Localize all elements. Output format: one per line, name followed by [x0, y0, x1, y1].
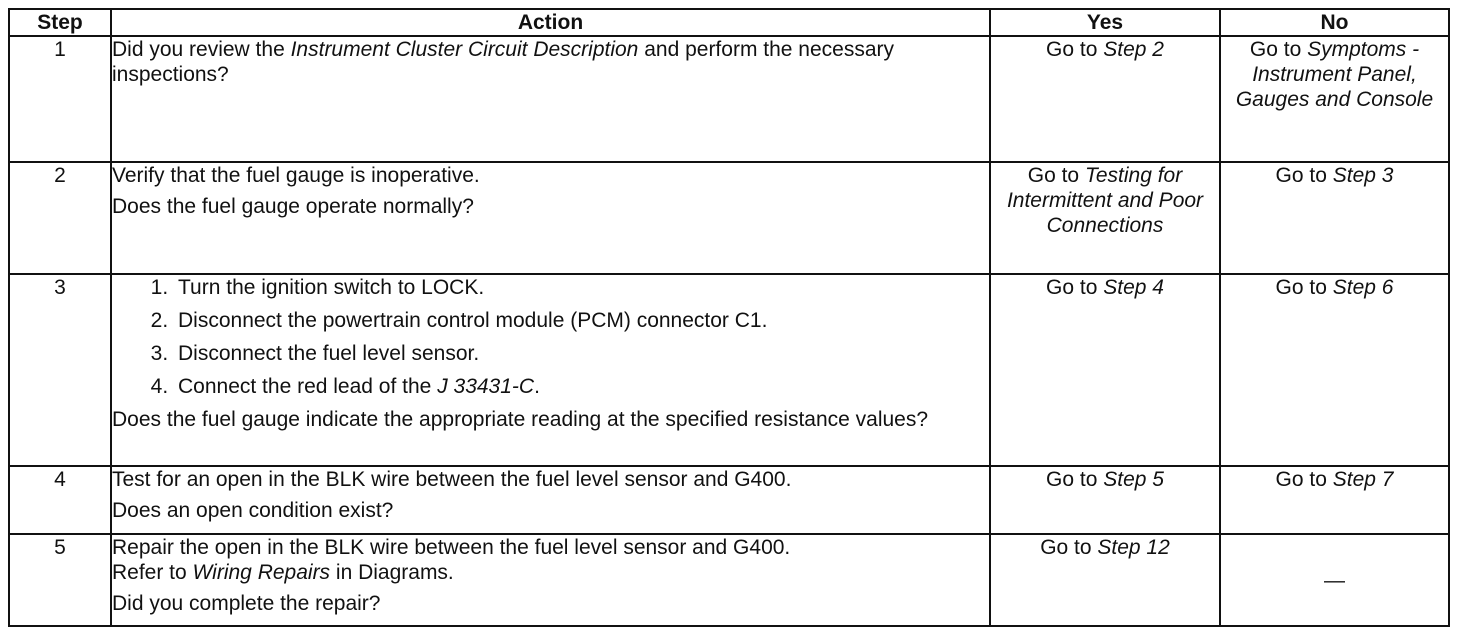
yes-target: Step 2 [1103, 38, 1164, 61]
list-item: 2. Disconnect the powertrain control module (PCM) connector C1. [174, 308, 989, 333]
table-row [9, 534, 1449, 626]
table-row [9, 466, 1449, 534]
action-question: Does the fuel gauge operate normally? [112, 195, 474, 218]
yes-target: Testing for Intermittent and Poor Connections [1006, 164, 1204, 237]
reference-link: Instrument Cluster Circuit Description [290, 38, 639, 61]
action-question: Did you complete the repair? [112, 592, 381, 615]
action-cell [111, 162, 990, 274]
action-text: Did you review the Instrument Cluster Circuit Description and perform the necessary inspections? [112, 38, 895, 86]
yes-cell: Go to Step 5 [990, 466, 1220, 534]
procedure-list [112, 275, 989, 399]
action-text: Test for an open in the BLK wire between the fuel level sensor and G400. [112, 468, 792, 491]
action-question: Does the fuel gauge indicate the appropriate reading at the specified resistance values? [112, 408, 929, 431]
no-target: Step 7 [1332, 468, 1394, 491]
step-number: 2 [9, 162, 111, 274]
diagnostic-table [8, 8, 1450, 627]
action-question: Does an open condition exist? [112, 499, 394, 522]
step-number: 5 [9, 534, 111, 626]
no-target: Symptoms - Instrument Panel, Gauges and Console [1235, 38, 1434, 111]
header-no: No [1220, 9, 1449, 36]
yes-target: Step 5 [1103, 468, 1164, 491]
yes-target: Step 12 [1097, 536, 1170, 559]
table-row [9, 274, 1449, 466]
no-cell: — [1220, 534, 1449, 626]
step-number: 3 [9, 274, 111, 466]
list-item: 4. Connect the red lead of the J 33431-C. [174, 374, 989, 399]
yes-cell: Go to Step 2 [990, 36, 1220, 162]
tool-reference: J 33431-C [437, 375, 535, 398]
list-item: 1. Turn the ignition switch to LOCK. [174, 275, 989, 300]
yes-cell: Go to Step 4 [990, 274, 1220, 466]
action-text: Repair the open in the BLK wire between the fuel level sensor and G400. Refer to Wiring Repairs in Diagrams. [112, 536, 791, 584]
header-action: Action [111, 9, 990, 36]
action-cell [111, 36, 990, 162]
header-row [9, 9, 1449, 36]
step-number: 1 [9, 36, 111, 162]
step-number: 4 [9, 466, 111, 534]
no-target: Step 6 [1332, 276, 1394, 299]
no-target: Step 3 [1332, 164, 1394, 187]
yes-cell: Go to Step 12 [990, 534, 1220, 626]
no-cell: Go to Symptoms - Instrument Panel, Gauges and Console [1220, 36, 1449, 162]
no-cell: Go to Step 3 [1220, 162, 1449, 274]
yes-cell: Go to Testing for Intermittent and Poor Connections [990, 162, 1220, 274]
action-cell [111, 466, 990, 534]
table-row [9, 36, 1449, 162]
action-text: Verify that the fuel gauge is inoperative. [112, 164, 480, 187]
header-yes: Yes [990, 9, 1220, 36]
list-item: 3. Disconnect the fuel level sensor. [174, 341, 989, 366]
reference-link: Wiring Repairs [192, 561, 331, 584]
header-step: Step [9, 9, 111, 36]
table-row [9, 162, 1449, 274]
yes-target: Step 4 [1103, 276, 1164, 299]
action-cell [111, 274, 990, 466]
no-cell: Go to Step 6 [1220, 274, 1449, 466]
action-cell [111, 534, 990, 626]
no-cell: Go to Step 7 [1220, 466, 1449, 534]
